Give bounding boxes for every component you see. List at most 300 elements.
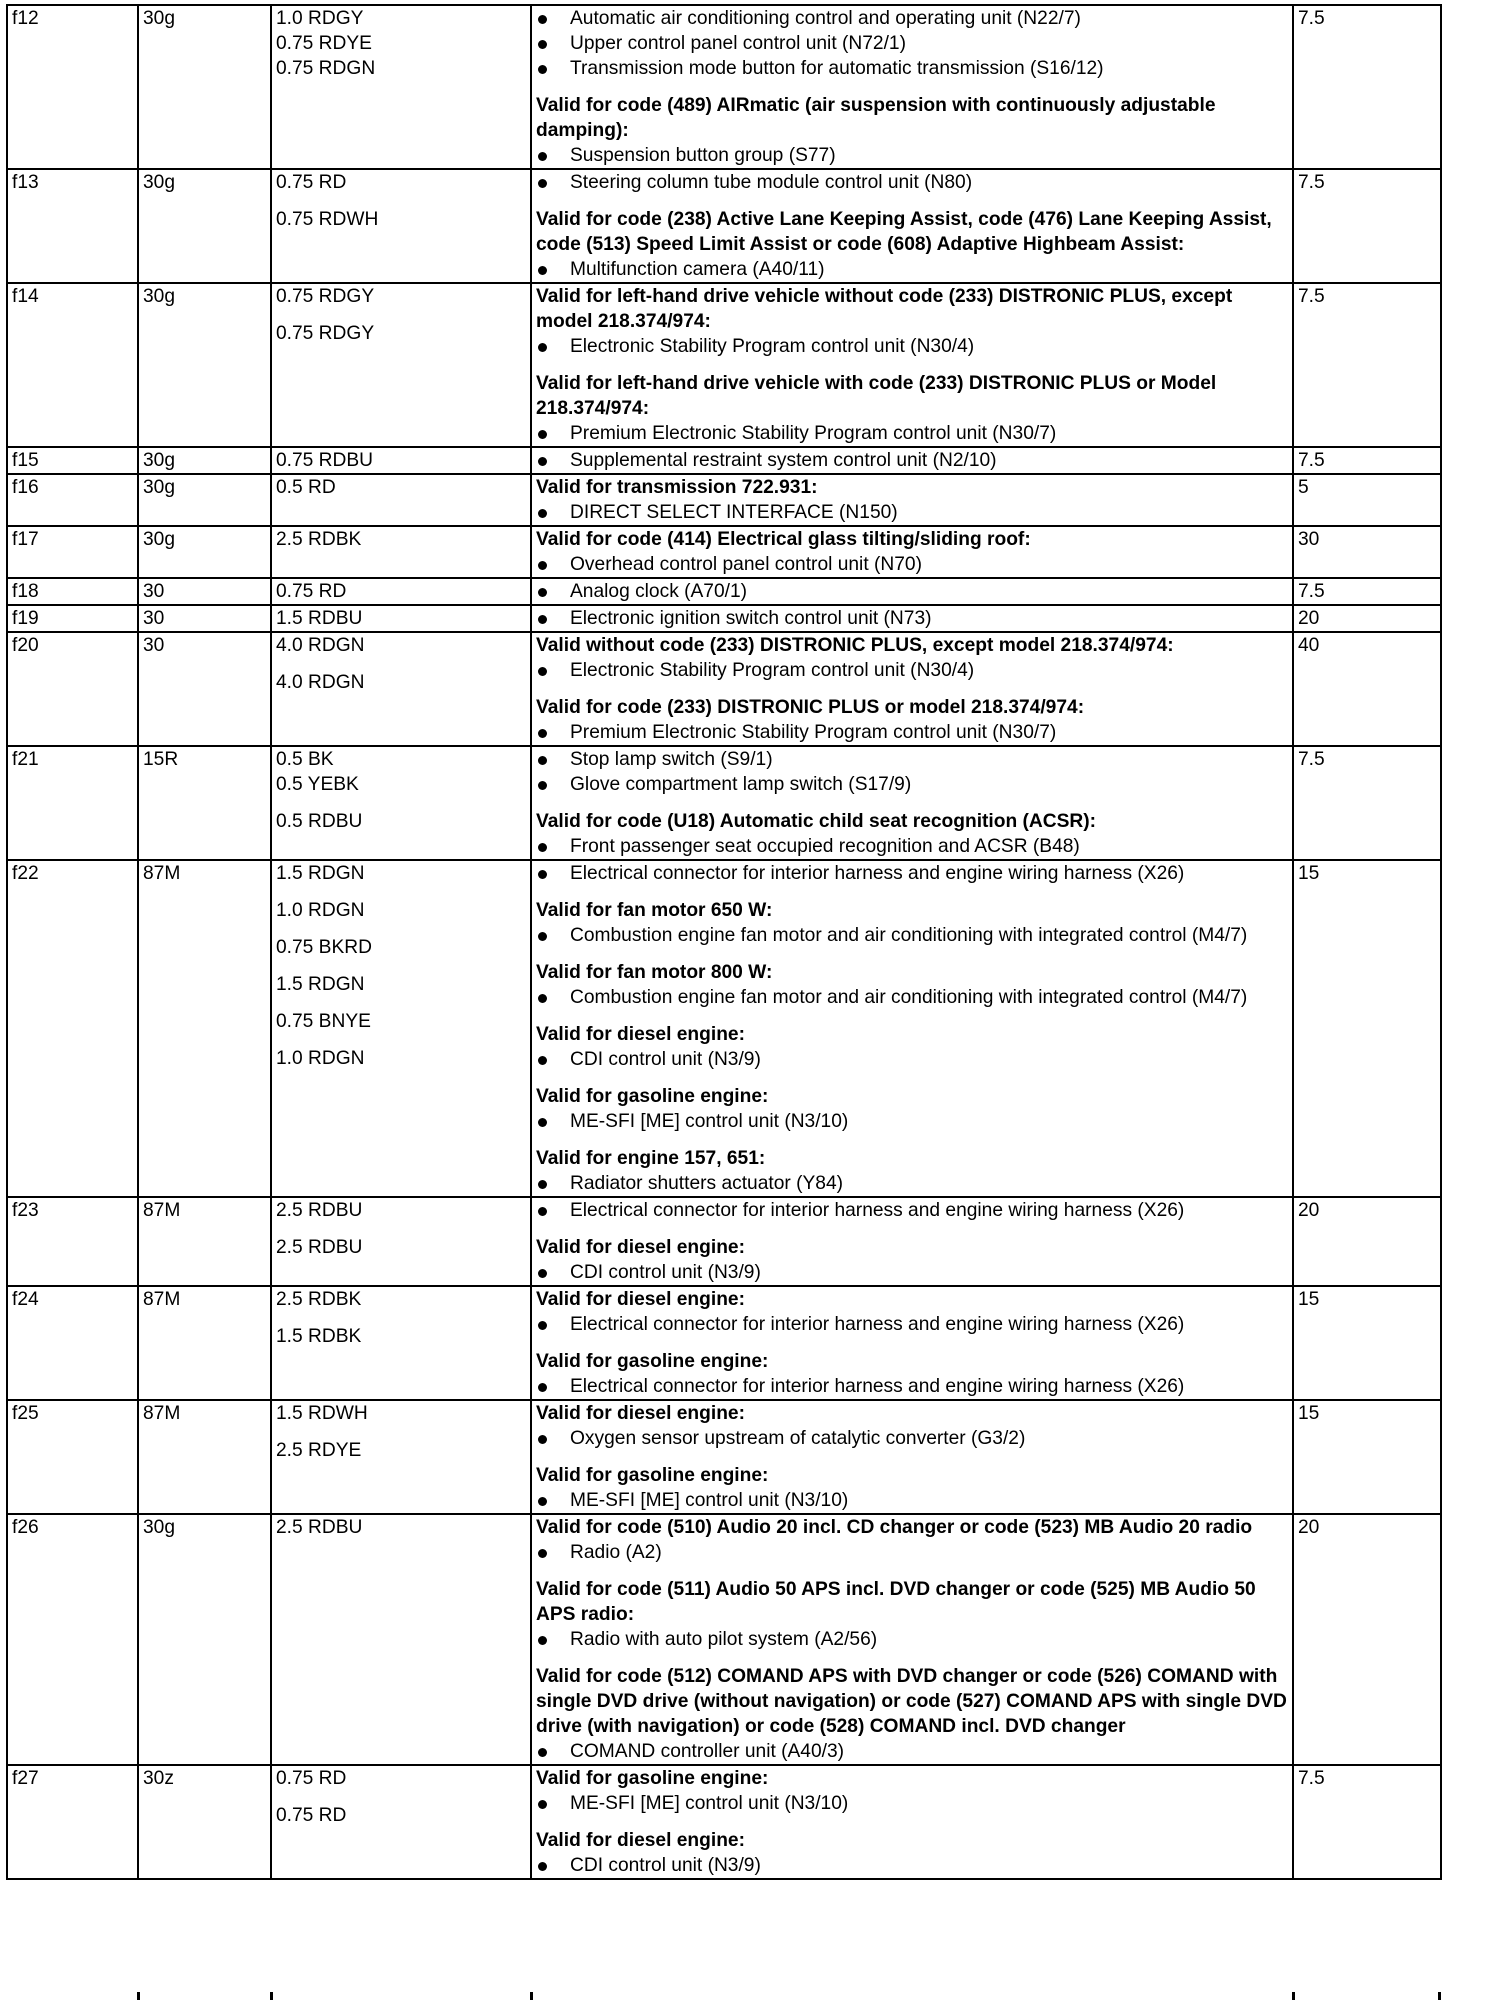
component-item [536,56,1288,81]
component-item [536,1540,1288,1565]
wire-spec: 0.5 RD [276,477,336,498]
wire-group [276,170,526,195]
group-gap [276,1565,526,1577]
bullet-icon [536,448,570,473]
component-label: Electrical connector for interior harness and engine wiring harness (X26) [570,863,1185,884]
component-label: Radiator shutters actuator (Y84) [570,1173,844,1194]
component-label: Electronic Stability Program control unit (N30/4) [570,336,975,357]
wire-group [276,1287,526,1312]
condition-header: Valid for gasoline engine: [536,1768,769,1789]
wire-group [276,475,526,500]
component-item [536,552,1288,577]
bullet-icon [536,985,570,1010]
wire-group [276,1602,526,1639]
description-column [536,6,1288,168]
fuse-rating: 7.5 [1293,578,1441,605]
component-item [536,834,1288,859]
wire-spec: 1.5 RDBU [276,608,363,629]
condition-group [536,1010,1288,1072]
component-label: Steering column tube module control unit (N80) [570,172,973,193]
component-label: Radio (A2) [570,1542,662,1563]
component-item [536,170,1288,195]
component-label: ME-SFI [ME] control unit (N3/10) [570,1490,849,1511]
component-label: Electrical connector for interior harness and engine wiring harness (X26) [570,1376,1185,1397]
condition-header: Valid for transmission 722.931: [536,477,818,498]
group-gap [536,195,1288,207]
wire-column [276,475,526,500]
fuse-number: f12 [7,5,138,169]
component-label: CDI control unit (N3/9) [570,1262,761,1283]
condition-header: Valid for code (489) AIRmatic (air suspension with continuously adjustable damping): [536,95,1216,141]
fuse-rating: 5 [1293,474,1441,526]
column-line-extension [1438,1992,1441,2000]
description-column [536,170,1288,282]
terminal: 30g [138,283,271,447]
group-gap [536,1565,1288,1577]
bullet-icon [536,1426,570,1451]
wire-column [276,633,526,695]
description-cell [531,169,1293,283]
description-cell [531,283,1293,447]
fuse-number: f20 [7,632,138,746]
table-row [7,1197,1441,1286]
wire-column [276,170,526,232]
group-gap [276,960,526,972]
wire-spec: 1.5 RDGN [276,863,365,884]
table-row [7,1400,1441,1514]
wire-spec: 2.5 RDBU [276,1517,363,1538]
wire-group [276,81,526,118]
group-gap [276,1223,526,1235]
bullet-icon [536,1488,570,1513]
wire-spec: 0.75 RD [276,581,347,602]
component-label: Front passenger seat occupied recognition and ACSR (B48) [570,836,1080,857]
wire-column [276,861,526,1071]
wire-group [276,6,526,81]
wire-group [276,633,526,658]
wire-blank [276,1577,526,1602]
group-gap [536,948,1288,960]
wire-spec: 4.0 RDGN [276,635,365,656]
condition-header: Valid for code (511) Audio 50 APS incl. DVD changer or code (525) MB Audio 50 APS radio: [536,1579,1256,1625]
component-item [536,1109,1288,1134]
condition-group [536,1134,1288,1196]
terminal: 15R [138,746,271,860]
bullet-icon [536,170,570,195]
bullet-icon [536,658,570,683]
component-label: Suspension button group (S77) [570,145,836,166]
condition-group [536,1198,1288,1223]
table-row [7,746,1441,860]
wire-column [276,1401,526,1463]
fuse-rating: 7.5 [1293,746,1441,860]
condition-header: Valid for gasoline engine: [536,1086,769,1107]
bullet-icon [536,31,570,56]
wire-group [276,1426,526,1463]
table-row [7,283,1441,447]
component-item [536,448,1288,473]
description-column [536,579,1288,604]
bullet-icon [536,1312,570,1337]
terminal: 30z [138,1765,271,1879]
bullet-icon [536,6,570,31]
group-gap [536,1337,1288,1349]
wire-spec: 0.75 BNYE [276,1011,371,1032]
component-label: Automatic air conditioning control and operating unit (N22/7) [570,8,1081,29]
description-column [536,1766,1288,1878]
terminal: 30 [138,632,271,746]
fuse-number: f27 [7,1765,138,1879]
wire-spec: 0.75 RD [276,1768,347,1789]
bullet-icon [536,1109,570,1134]
condition-group [536,579,1288,604]
wire-group [276,448,526,473]
wire-spec: 1.0 RDGN [276,1048,365,1069]
component-label: Oxygen sensor upstream of catalytic converter (G3/2) [570,1428,1026,1449]
terminal: 30g [138,1514,271,1765]
wire-column [276,448,526,473]
terminal: 87M [138,1400,271,1514]
component-label: Combustion engine fan motor and air conditioning with integrated control (M4/7) [570,987,1248,1008]
condition-group [536,1515,1288,1565]
description-column [536,1287,1288,1399]
bullet-icon [536,1739,570,1764]
bullet-icon [536,1627,570,1652]
fuse-rating: 7.5 [1293,5,1441,169]
condition-header: Valid for code (414) Electrical glass tilting/sliding roof: [536,529,1031,550]
component-label: Analog clock (A70/1) [570,581,748,602]
condition-group [536,1072,1288,1134]
component-item [536,861,1288,886]
condition-header: Valid for diesel engine: [536,1289,745,1310]
wire-group [276,527,526,552]
wire-spec: 0.75 RDBU [276,450,374,471]
wire-group [276,1034,526,1071]
table-row [7,526,1441,578]
component-item [536,579,1288,604]
bullet-icon [536,56,570,81]
wire-cell [271,1286,531,1400]
component-item [536,1047,1288,1072]
condition-header: Valid for code (512) COMAND APS with DVD changer or code (526) COMAND with single DVD drive (without navigation) or code (527) COMAND APS with single DVD drive (with navigation) or code (528) COMAND incl. DVD changer [536,1666,1287,1737]
condition-header: Valid for code (510) Audio 20 incl. CD changer or code (523) MB Audio 20 radio [536,1517,1253,1538]
group-gap [536,1652,1288,1664]
fuse-rating: 15 [1293,1400,1441,1514]
fuse-number: f15 [7,447,138,474]
fuse-number: f21 [7,746,138,860]
component-item [536,1198,1288,1223]
wire-group [276,579,526,604]
component-label: Combustion engine fan motor and air conditioning with integrated control (M4/7) [570,925,1248,946]
fuse-number: f19 [7,605,138,632]
fuse-number: f22 [7,860,138,1197]
description-cell [531,578,1293,605]
condition-header: Valid for left-hand drive vehicle without code (233) DISTRONIC PLUS, except model 218.374/974: [536,286,1233,332]
description-column [536,448,1288,473]
description-cell [531,1286,1293,1400]
description-cell [531,474,1293,526]
bullet-icon [536,861,570,886]
condition-group [536,948,1288,1010]
component-label: Upper control panel control unit (N72/1) [570,33,906,54]
wire-spec: 0.75 RD [276,172,347,193]
wire-column [276,606,526,631]
wire-cell [271,526,531,578]
group-gap [276,886,526,898]
condition-group [536,886,1288,948]
fuse-rating: 15 [1293,1286,1441,1400]
condition-group [536,284,1288,359]
group-gap [536,886,1288,898]
wire-group [276,658,526,695]
wire-spec: 0.75 RDGY [276,286,375,307]
bullet-icon [536,606,570,631]
component-label: Supplemental restraint system control unit (N2/10) [570,450,997,471]
wire-cell [271,283,531,447]
component-item [536,1488,1288,1513]
group-gap [276,997,526,1009]
fuse-number: f14 [7,283,138,447]
wire-spec: 1.5 RDWH [276,1403,368,1424]
wire-spec: 1.5 RDGN [276,974,365,995]
component-label: Premium Electronic Stability Program control unit (N30/7) [570,722,1057,743]
group-gap [536,81,1288,93]
wire-cell [271,1765,531,1879]
component-label: CDI control unit (N3/9) [570,1855,761,1876]
condition-group [536,1223,1288,1285]
fuse-rating: 40 [1293,632,1441,746]
description-cell [531,605,1293,632]
condition-header: Valid for gasoline engine: [536,1465,769,1486]
terminal: 30g [138,169,271,283]
fuse-rating: 7.5 [1293,283,1441,447]
group-gap [276,1426,526,1438]
wire-cell [271,447,531,474]
wire-column [276,1766,526,1828]
component-label: DIRECT SELECT INTERFACE (N150) [570,502,898,523]
wire-spec: 0.75 RDWH [276,209,379,230]
condition-group [536,747,1288,797]
component-label: CDI control unit (N3/9) [570,1049,761,1070]
wire-group [276,886,526,923]
wire-spec: 2.5 RDBU [276,1200,363,1221]
condition-group [536,1337,1288,1399]
component-label: Electronic ignition switch control unit (N73) [570,608,932,629]
component-item [536,6,1288,31]
fuse-rating: 30 [1293,526,1441,578]
component-item [536,1853,1288,1878]
component-label: Stop lamp switch (S9/1) [570,749,773,770]
wire-blank [276,1614,526,1639]
condition-group [536,1816,1288,1878]
terminal: 30 [138,578,271,605]
terminal: 30g [138,447,271,474]
component-item [536,1312,1288,1337]
bullet-icon [536,720,570,745]
wire-group [276,1565,526,1602]
wire-column [276,6,526,118]
group-gap [536,683,1288,695]
bullet-icon [536,1853,570,1878]
table-row [7,1765,1441,1879]
wire-spec: 1.5 RDBK [276,1326,362,1347]
component-item [536,1426,1288,1451]
wire-cell [271,605,531,632]
description-column [536,633,1288,745]
bullet-icon [536,1260,570,1285]
table-row [7,169,1441,283]
description-column [536,527,1288,577]
condition-group [536,1766,1288,1816]
wire-spec: 2.5 RDBU [276,1237,363,1258]
wire-group [276,1401,526,1426]
condition-group [536,195,1288,282]
component-item [536,606,1288,631]
component-item [536,985,1288,1010]
fuse-rating: 20 [1293,1514,1441,1765]
wire-cell [271,860,531,1197]
group-gap [276,1791,526,1803]
condition-header: Valid for gasoline engine: [536,1351,769,1372]
condition-header: Valid for fan motor 650 W: [536,900,773,921]
fuse-number: f26 [7,1514,138,1765]
wire-group [276,1223,526,1260]
bullet-icon [536,1791,570,1816]
component-label: Electrical connector for interior harness and engine wiring harness (X26) [570,1314,1185,1335]
bullet-icon [536,1540,570,1565]
wire-group [276,195,526,232]
description-cell [531,447,1293,474]
wire-group [276,309,526,346]
fuse-rating: 7.5 [1293,169,1441,283]
fuse-rating: 15 [1293,860,1441,1197]
group-gap [536,359,1288,371]
wire-column [276,527,526,552]
component-item [536,1739,1288,1764]
description-cell [531,746,1293,860]
bullet-icon [536,1198,570,1223]
group-gap [536,1010,1288,1022]
wire-column [276,1515,526,1639]
group-gap [276,923,526,935]
terminal: 30g [138,5,271,169]
component-label: ME-SFI [ME] control unit (N3/10) [570,1793,849,1814]
description-cell [531,1400,1293,1514]
condition-group [536,448,1288,473]
column-line-extension [1292,1992,1295,2000]
wire-group [276,1312,526,1349]
wire-group [276,606,526,631]
fuse-rating: 7.5 [1293,447,1441,474]
wire-group [276,284,526,309]
wire-cell [271,1400,531,1514]
description-column [536,861,1288,1196]
description-column [536,1401,1288,1513]
component-item [536,658,1288,683]
wire-blank [276,1540,526,1565]
wire-group [276,1766,526,1791]
fuse-number: f24 [7,1286,138,1400]
component-item [536,720,1288,745]
bullet-icon [536,334,570,359]
table-row [7,5,1441,169]
component-item [536,1260,1288,1285]
description-cell [531,632,1293,746]
component-item [536,334,1288,359]
group-gap [276,309,526,321]
group-gap [276,797,526,809]
bullet-icon [536,579,570,604]
wire-group [276,797,526,834]
wire-cell [271,1514,531,1765]
group-gap [276,1312,526,1324]
wire-spec: 0.75 RDGN [276,58,376,79]
bullet-icon [536,500,570,525]
wire-group [276,997,526,1034]
condition-group [536,527,1288,577]
condition-header: Valid without code (233) DISTRONIC PLUS, except model 218.374/974: [536,635,1174,656]
condition-group [536,359,1288,446]
wire-spec: 0.75 BKRD [276,937,372,958]
bullet-icon [536,1374,570,1399]
wire-spec: 1.0 RDGN [276,900,365,921]
component-item [536,1791,1288,1816]
group-gap [276,81,526,93]
component-label: Radio with auto pilot system (A2/56) [570,1629,878,1650]
component-item [536,421,1288,446]
component-item [536,747,1288,772]
wire-spec: 0.75 RDGY [276,323,375,344]
fuse-number: f13 [7,169,138,283]
wire-column [276,1287,526,1349]
bullet-icon [536,1047,570,1072]
terminal: 30g [138,474,271,526]
wire-cell [271,578,531,605]
wire-column [276,284,526,346]
fuse-rating: 7.5 [1293,1765,1441,1879]
component-item [536,772,1288,797]
table-row [7,578,1441,605]
group-gap [536,1223,1288,1235]
component-label: ME-SFI [ME] control unit (N3/10) [570,1111,849,1132]
group-gap [536,1451,1288,1463]
condition-group [536,1287,1288,1337]
description-cell [531,5,1293,169]
column-line-extension [270,1992,273,2000]
wire-spec: 0.5 YEBK [276,774,359,795]
condition-header: Valid for left-hand drive vehicle with code (233) DISTRONIC PLUS or Model 218.374/974: [536,373,1217,419]
group-gap [536,1072,1288,1084]
bullet-icon [536,772,570,797]
component-item [536,1171,1288,1196]
condition-group [536,797,1288,859]
fuse-number: f18 [7,578,138,605]
fuse-number: f16 [7,474,138,526]
wire-spec: 0.5 BK [276,749,334,770]
column-line-extension [137,1992,140,2000]
wire-cell [271,5,531,169]
description-column [536,284,1288,446]
wire-spec: 0.75 RDYE [276,33,372,54]
wire-group [276,861,526,886]
group-gap [276,658,526,670]
component-item [536,31,1288,56]
condition-group [536,1652,1288,1764]
condition-header: Valid for fan motor 800 W: [536,962,773,983]
condition-header: Valid for diesel engine: [536,1237,745,1258]
description-column [536,606,1288,631]
component-item [536,923,1288,948]
